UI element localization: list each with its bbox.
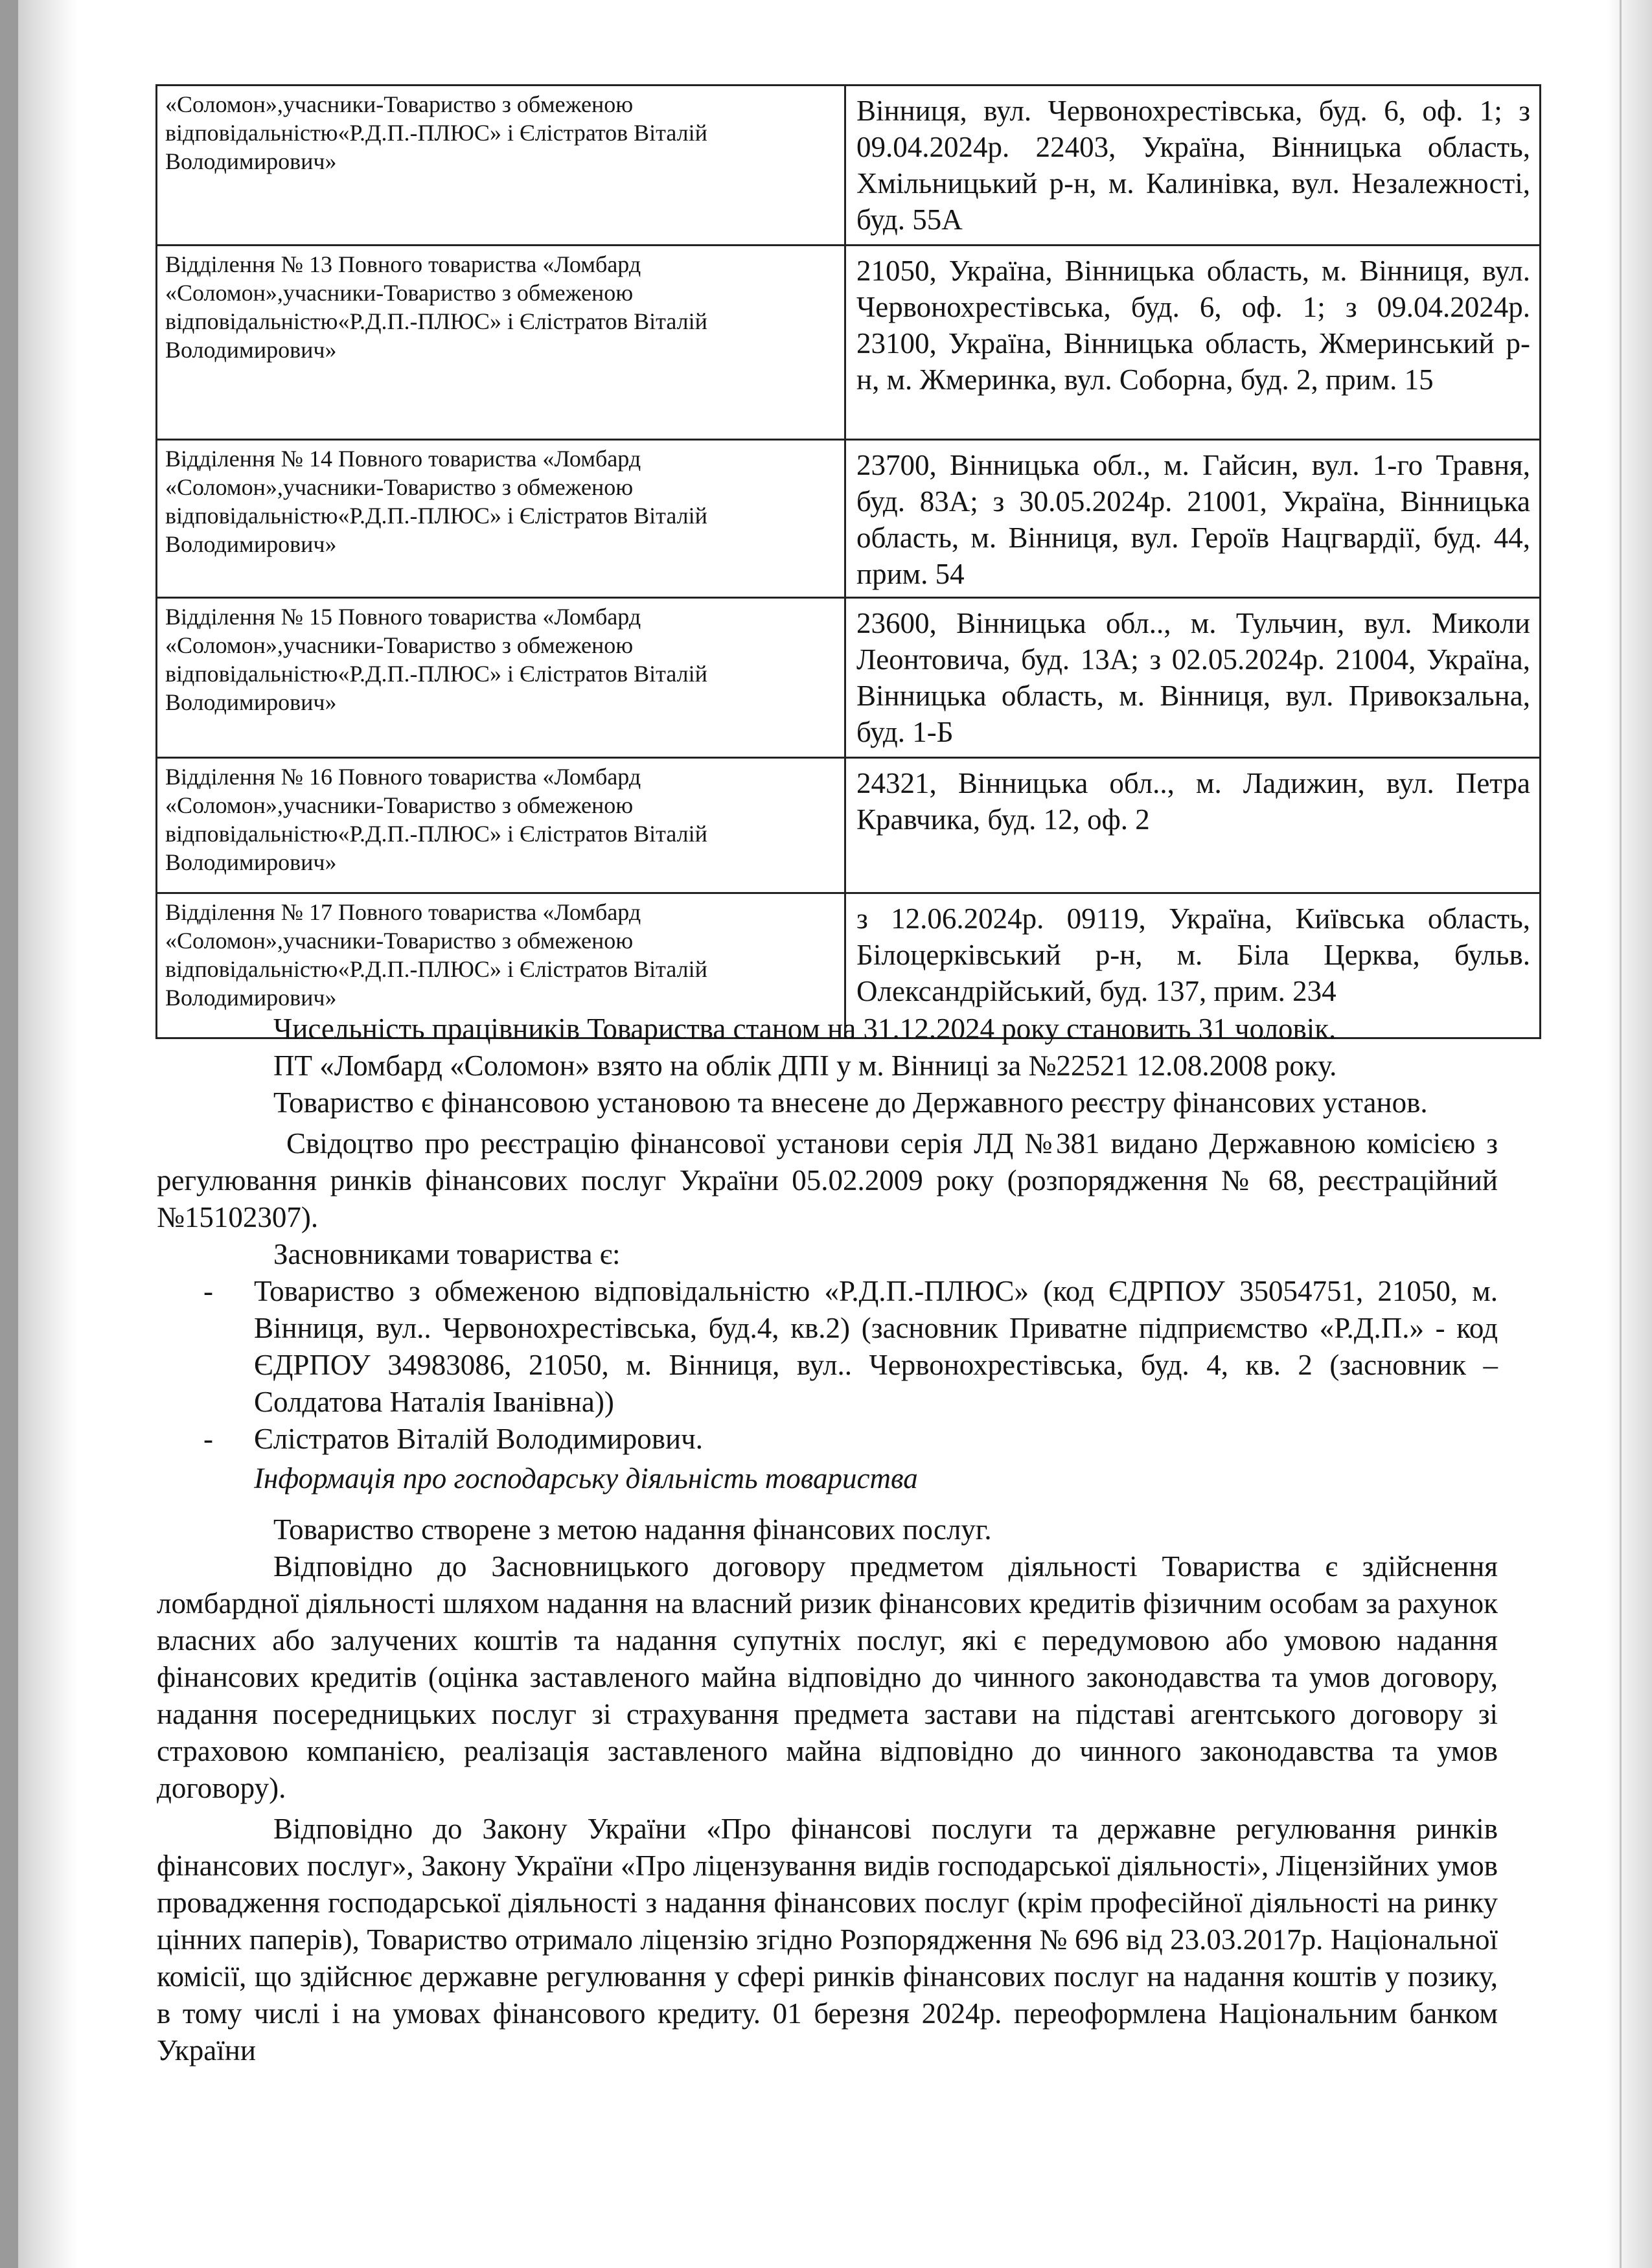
paragraph-financial-registry: Товариство є фінансовою установою та внесене до Державного реєстру фінансових установ. [273, 1086, 1428, 1119]
branch-name-cell: Відділення № 14 Повного товариства «Ломбард «Соломон»,учасники-Товариство з обмеженою відповідальністю«Р.Д.П.-ПЛЮС» і Єлістратов Віталій Володимирович» [157, 440, 845, 598]
branch-name-cell: Відділення № 16 Повного товариства «Ломбард «Соломон»,учасники-Товариство з обмеженою відповідальністю«Р.Д.П.-ПЛЮС» і Єлістратов Віталій Володимирович» [157, 758, 845, 893]
branch-address-cell: 24321, Вінницька обл.., м. Ладижин, вул. Петра Кравчика, буд. 12, оф. 2 [845, 758, 1541, 893]
table-row [157, 598, 1541, 758]
paragraph-tax-registration: ПТ «Ломбард «Соломон» взято на облік ДПІ у м. Вінниці за №22521 12.08.2008 року. [273, 1049, 1337, 1082]
branch-name-cell: Відділення № 15 Повного товариства «Ломбард «Соломон»,учасники-Товариство з обмеженою відповідальністю«Р.Д.П.-ПЛЮС» і Єлістратов Віталій Володимирович» [157, 598, 845, 758]
paragraph-license: Відповідно до Закону України «Про фінансові послуги та державне регулювання ринків фінансових послуг», Закону України «Про ліцензування видів господарської діяльності», Ліцензійних умов провадження господарської діяльності з надання фінансових послуг (крім професійної діяльності на ринку цінних паперів), Товариство отримало ліцензію згідно Розпорядження № 696 від 23.03.2017р. Національної комісії, що здійснює державне регулювання у сфері ринків фінансових послуг на надання коштів у позику, в тому числі і на умовах фінансового кредиту. 01 березня 2024р. переоформлена Національним банком України [157, 1813, 1498, 2067]
scan-left-edge [0, 0, 78, 2268]
founder-text: Товариство з обмеженою відповідальністю «Р.Д.П.-ПЛЮС» (код ЄДРПОУ 35054751, 21050, м. Вінниця, вул.. Червонохрестівська, буд.4, кв.2) (засновник Приватне підприємство «Р.Д.П.» - код ЄДРПОУ 34983086, 21050, м. Вінниця, вул.. Червонохрестівська, буд. 4, кв. 2 (засновник – Солдатова Наталія Іванівна)) [254, 1275, 1498, 1418]
scan-right-edge [1607, 0, 1652, 2268]
paragraph-employees: Чисельність працівників Товариства станом на 31.12.2024 року становить 31 чоловік. [273, 1013, 1337, 1045]
branch-address-cell: 23600, Вінницька обл.., м. Тульчин, вул. Миколи Леонтовича, буд. 13А; з 02.05.2024р. 21004, Україна, Вінницька область, м. Вінниця, вул. Привокзальна, буд. 1-Б [845, 598, 1541, 758]
branch-name-cell: Відділення № 17 Повного товариства «Ломбард «Соломон»,учасники-Товариство з обмеженою відповідальністю«Р.Д.П.-ПЛЮС» і Єлістратов Віталій Володимирович» [157, 893, 845, 1038]
table-row [157, 440, 1541, 598]
section-heading: Інформація про господарську діяльність товариства [254, 1462, 918, 1495]
paragraph-purpose: Товариство створене з метою надання фінансових послуг. [273, 1513, 992, 1546]
branch-address-cell: з 12.06.2024р. 09119, Україна, Київська область, Білоцерківський р-н, м. Біла Церква, бульв. Олександрійський, буд. 137, прим. 234 [845, 893, 1541, 1038]
table-row [157, 758, 1541, 893]
founder-list-item [157, 1273, 1498, 1421]
branch-name-cell: Відділення № 13 Повного товариства «Ломбард «Соломон»,учасники-Товариство з обмеженою відповідальністю«Р.Д.П.-ПЛЮС» і Єлістратов Віталій Володимирович» [157, 246, 845, 440]
branches-table [155, 84, 1541, 1039]
founders-intro: Засновниками товариства є: [273, 1238, 621, 1270]
branch-address-cell: 23700, Вінницька обл., м. Гайсин, вул. 1-го Травня, буд. 83А; з 30.05.2024р. 21001, Україна, Вінницька область, м. Вінниця, вул. Героїв Нацгвардії, буд. 44, прим. 54 [845, 440, 1541, 598]
branch-name-cell: «Соломон»,учасники-Товариство з обмеженою відповідальністю«Р.Д.П.-ПЛЮС» і Єлістратов Віталій Володимирович» [157, 86, 845, 246]
branch-address-cell: Вінниця, вул. Червонохрестівська, буд. 6, оф. 1; з 09.04.2024р. 22403, Україна, Вінницька область, Хмільницький р-н, м. Калинівка, вул. Незалежності, буд. 55А [845, 86, 1541, 246]
scan-left-shadow [0, 0, 18, 2268]
table-row [157, 86, 1541, 246]
paragraph-activity-subject: Відповідно до Засновницького договору предметом діяльності Товариства є здійснення ломбардної діяльності шляхом надання на власний ризик фінансових кредитів фізичним особам за рахунок власних або залучених коштів та надання супутніх послуг, які є передумовою або умовою надання фінансових кредитів (оцінка заставленого майна відповідно до чинного законодавства та умов договору, надання посередницьких послуг зі страхування предмета застави на підставі агентського договору зі страховою компанією, реалізація заставленого майна відповідно до чинного законодавства та умов договору). [157, 1550, 1498, 1804]
paragraph-certificate: Свідоцтво про реєстрацію фінансової установи серія ЛД №381 видано Державною комісією з регулювання ринків фінансових послуг України 05.02.2009 року (розпорядження № 68, реєстраційний №15102307). [157, 1127, 1498, 1233]
branch-address-cell: 21050, Україна, Вінницька область, м. Вінниця, вул. Червонохрестівська, буд. 6, оф. 1; з 09.04.2024р. 23100, Україна, Вінницька область, Жмеринський р-н, м. Жмеринка, вул. Соборна, буд. 2, прим. 15 [845, 246, 1541, 440]
table-row [157, 246, 1541, 440]
list-dash: - [203, 1275, 213, 1307]
founder-list-item [157, 1421, 1498, 1458]
list-dash: - [203, 1423, 213, 1455]
founder-text: Єлістратов Віталій Володимирович. [254, 1423, 703, 1455]
document-body [157, 1011, 1498, 2069]
scan-right-fold-line [1620, 0, 1622, 2268]
